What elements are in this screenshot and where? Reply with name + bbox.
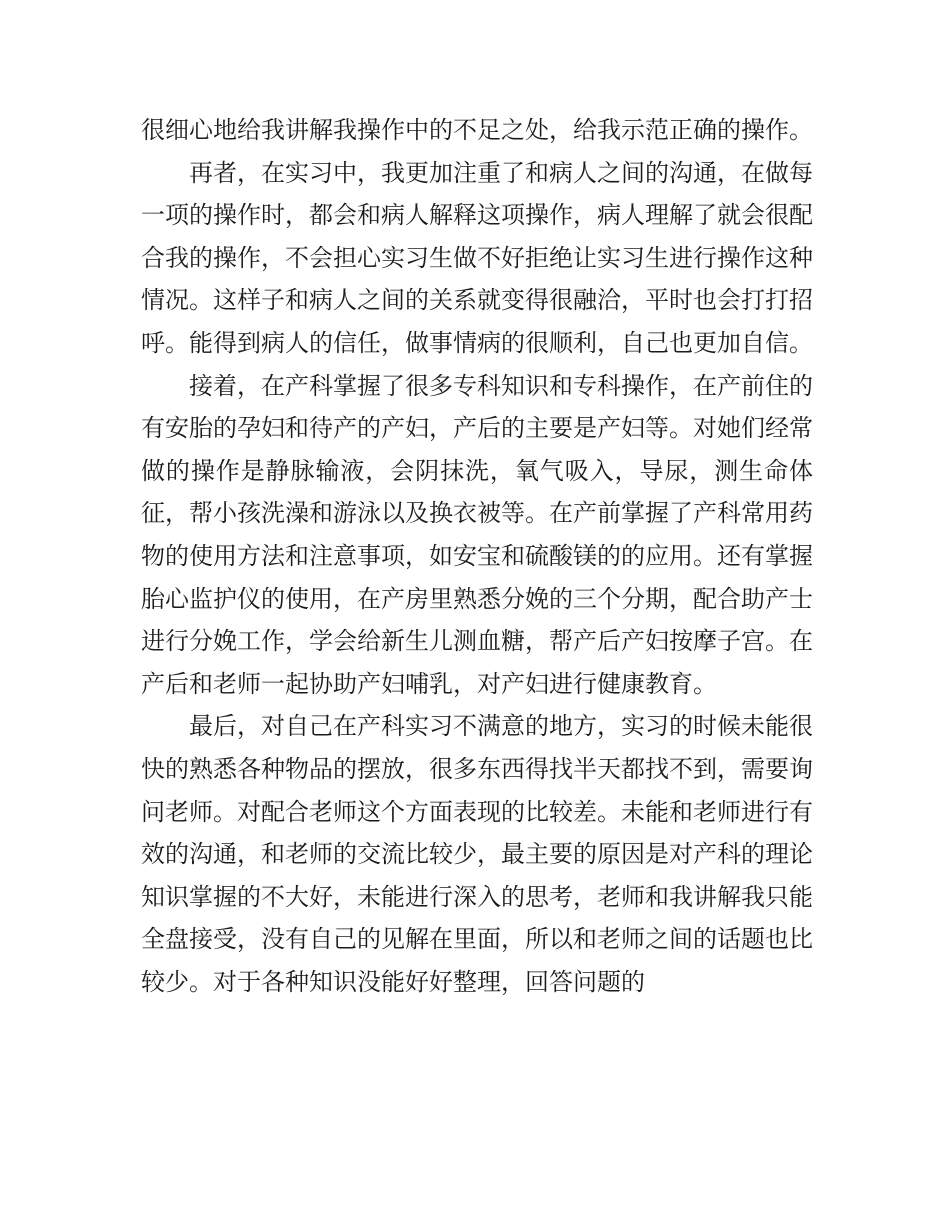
paragraph-2: 再者，在实习中，我更加注重了和病人之间的沟通，在做每一项的操作时，都会和病人解释这项操作，病人理解了就会很配合我的操作，不会担心实习生做不好拒绝让实习生进行操作这种情况。这样子和病人之间的关系就变得很融洽，平时也会打打招呼。能得到病人的信任，做事情病的很顺利，自己也更加自信。 [141,158,813,357]
document-body [141,109,813,1003]
paragraph-1: 很细心地给我讲解我操作中的不足之处，给我示范正确的操作。 [141,116,813,144]
paragraph-4: 最后，对自己在产科实习不满意的地方，实习的时候未能很快的熟悉各种物品的摆放，很多东西得找半天都找不到，需要询问老师。对配合老师这个方面表现的比较差。未能和老师进行有效的沟通，和老师的交流比较少，最主要的原因是对产科的理论知识掌握的不大好，未能进行深入的思考，老师和我讲解我只能全盘接受，没有自己的见解在里面，所以和老师之间的话题也比较少。对于各种知识没能好好整理，回答问题的 [141,712,813,996]
paragraph-3: 接着，在产科掌握了很多专科知识和专科操作，在产前住的有安胎的孕妇和待产的产妇，产后的主要是产妇等。对她们经常做的操作是静脉输液，会阴抹洗，氧气吸入，导尿，测生命体征，帮小孩洗澡和游泳以及换衣被等。在产前掌握了产科常用药物的使用方法和注意事项，如安宝和硫酸镁的的应用。还有掌握胎心监护仪的使用，在产房里熟悉分娩的三个分期，配合助产士进行分娩工作，学会给新生儿测血糖，帮产后产妇按摩子宫。在产后和老师一起协助产妇哺乳，对产妇进行健康教育。 [141,371,813,698]
